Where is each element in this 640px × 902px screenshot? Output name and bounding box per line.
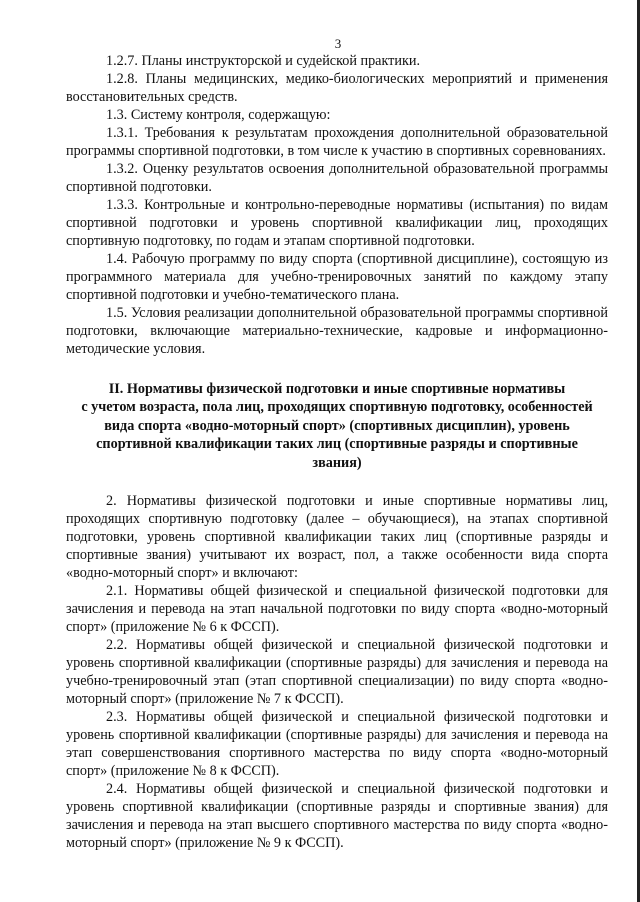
paragraph-1-3-1: 1.3.1. Требования к результатам прохождения дополнительной образовательной программы спортивной подготовки, в том числе к участию в спортивных соревнованиях. (66, 125, 608, 159)
paragraph-2-1: 2.1. Нормативы общей физической и специальной физической подготовки для зачисления и перевода на этап начальной подготовки по виду спорта «водно-моторный спорт» (приложение № 6 к ФССП). (66, 583, 608, 636)
paragraph-1-2-7: 1.2.7. Планы инструкторской и судейской практики. (106, 53, 420, 69)
paragraph-2-3: 2.3. Нормативы общей физической и специальной физической подготовки и уровень спортивной квалификации (спортивные разряды) для зачисления и перевода на этап совершенствования спортивного мастерства по виду спорта «водно-моторный спорт» (приложение № 8 к ФССП). (66, 709, 608, 780)
paragraph-1-3-3: 1.3.3. Контрольные и контрольно-переводные нормативы (испытания) по видам спортивной подготовки и уровень спортивной квалификации лиц, проходящих спортивную подготовку, по годам и этапам спортивной подготовки. (66, 197, 608, 249)
heading-line: II. Нормативы физической подготовки и иные спортивные нормативы (108, 381, 566, 397)
paragraph-1-4: 1.4. Рабочую программу по виду спорта (спортивной дисциплине), состоящую из программного материала для учебно-тренировочных занятий по каждому этапу спортивной подготовки и учебно-тематического плана. (66, 251, 608, 303)
paragraph-2-2: 2.2. Нормативы общей физической и специальной физической подготовки и уровень спортивной квалификации (спортивные разряды) для зачисления и перевода на учебно-тренировочный этап (этап спортивной специализации) по виду спорта «водно-моторный спорт» (приложение № 7 к ФССП). (66, 637, 608, 708)
paragraph-1-2-8: 1.2.8. Планы медицинских, медико-биологических мероприятий и применения восстановительных средств. (66, 71, 608, 105)
section-heading (66, 380, 608, 472)
paragraph-2: 2. Нормативы физической подготовки и иные спортивные нормативы лиц, проходящих спортивную подготовку (далее – обучающиеся), на этапах спортивной подготовки, уровень спортивной квалификации таких лиц (спортивные разряды и спортивные звания) учитывают их возраст, пол, а также особенности вида спорта «водно-моторный спорт» и включают: (66, 493, 608, 582)
heading-line: звания) (312, 454, 362, 471)
paragraph-1-3-2: 1.3.2. Оценку результатов освоения дополнительной образовательной программы спортивной подготовки. (66, 161, 608, 195)
page-number: 3 (334, 36, 342, 51)
heading-line: вида спорта «водно-моторный спорт» (спортивных дисциплин), уровень (104, 417, 570, 434)
paragraph-1-5: 1.5. Условия реализации дополнительной образовательной программы спортивной подготовки, включающие материально-технические, кадровые и информационно-методические условия. (66, 305, 608, 357)
paragraph-2-4: 2.4. Нормативы общей физической и специальной физической подготовки и уровень спортивной квалификации (спортивные разряды и спортивные звания) для зачисления и перевода на этап высшего спортивного мастерства по виду спорта «водно-моторный спорт» (приложение № 9 к ФССП). (66, 781, 608, 852)
page-content (66, 52, 608, 852)
paragraph-1-3: 1.3. Систему контроля, содержащую: (106, 107, 331, 123)
heading-line: спортивной квалификации таких лиц (спортивные разряды и спортивные (96, 436, 578, 453)
heading-line: с учетом возраста, пола лиц, проходящих спортивную подготовку, особенностей (81, 399, 593, 416)
